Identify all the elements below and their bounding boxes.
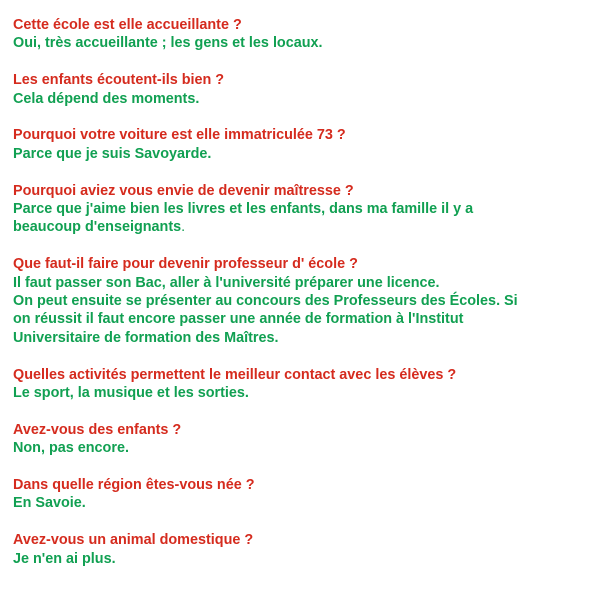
answer	[13, 439, 593, 457]
qa-item	[13, 421, 593, 458]
answer-period: .	[181, 219, 186, 236]
answer-line-with-period	[13, 218, 593, 236]
answer-line: Oui, très accueillante ; les gens et les locaux.	[13, 35, 323, 52]
answer	[13, 200, 593, 237]
answer-line: Universitaire de formation des Maîtres.	[13, 329, 279, 346]
question: Que faut-il faire pour devenir professeur d' école ?	[13, 256, 358, 273]
answer	[13, 494, 593, 512]
answer-line: Non, pas encore.	[13, 440, 129, 457]
answer-line: Le sport, la musique et les sorties.	[13, 385, 249, 402]
question: Quelles activités permettent le meilleur contact avec les élèves ?	[13, 366, 457, 383]
qa-item	[13, 255, 593, 347]
answer-line: Cela dépend des moments.	[13, 90, 200, 107]
answer	[13, 550, 593, 568]
question: Pourquoi votre voiture est elle immatriculée 73 ?	[13, 127, 346, 144]
question: Avez-vous un animal domestique ?	[13, 532, 254, 549]
answer	[13, 34, 593, 52]
qa-item	[13, 366, 593, 403]
answer-line: Parce que j'aime bien les livres et les enfants, dans ma famille il y a	[13, 201, 474, 218]
qa-item	[13, 182, 593, 237]
interview-document	[13, 16, 593, 586]
question: Cette école est elle accueillante ?	[13, 17, 242, 33]
question: Pourquoi aviez vous envie de devenir maîtresse ?	[13, 182, 354, 199]
qa-item	[13, 531, 593, 568]
answer	[13, 90, 593, 108]
answer-line: Je n'en ai plus.	[13, 550, 116, 567]
qa-item	[13, 126, 593, 163]
answer	[13, 384, 593, 402]
qa-item	[13, 71, 593, 108]
qa-item	[13, 16, 593, 53]
question: Dans quelle région êtes-vous née ?	[13, 477, 255, 494]
answer-line: Parce que je suis Savoyarde.	[13, 145, 212, 162]
answer-line: En Savoie.	[13, 495, 86, 512]
answer-line: On peut ensuite se présenter au concours des Professeurs des Écoles. Si	[13, 293, 518, 310]
answer-line: beaucoup d'enseignants	[13, 219, 182, 236]
question: Les enfants écoutent-ils bien ?	[13, 72, 225, 89]
answer	[13, 145, 593, 163]
answer	[13, 274, 593, 348]
answer-line: Il faut passer son Bac, aller à l'université préparer une licence.	[13, 274, 440, 291]
question: Avez-vous des enfants ?	[13, 421, 182, 438]
qa-item	[13, 476, 593, 513]
answer-line: on réussit il faut encore passer une année de formation à l'Institut	[13, 311, 464, 328]
